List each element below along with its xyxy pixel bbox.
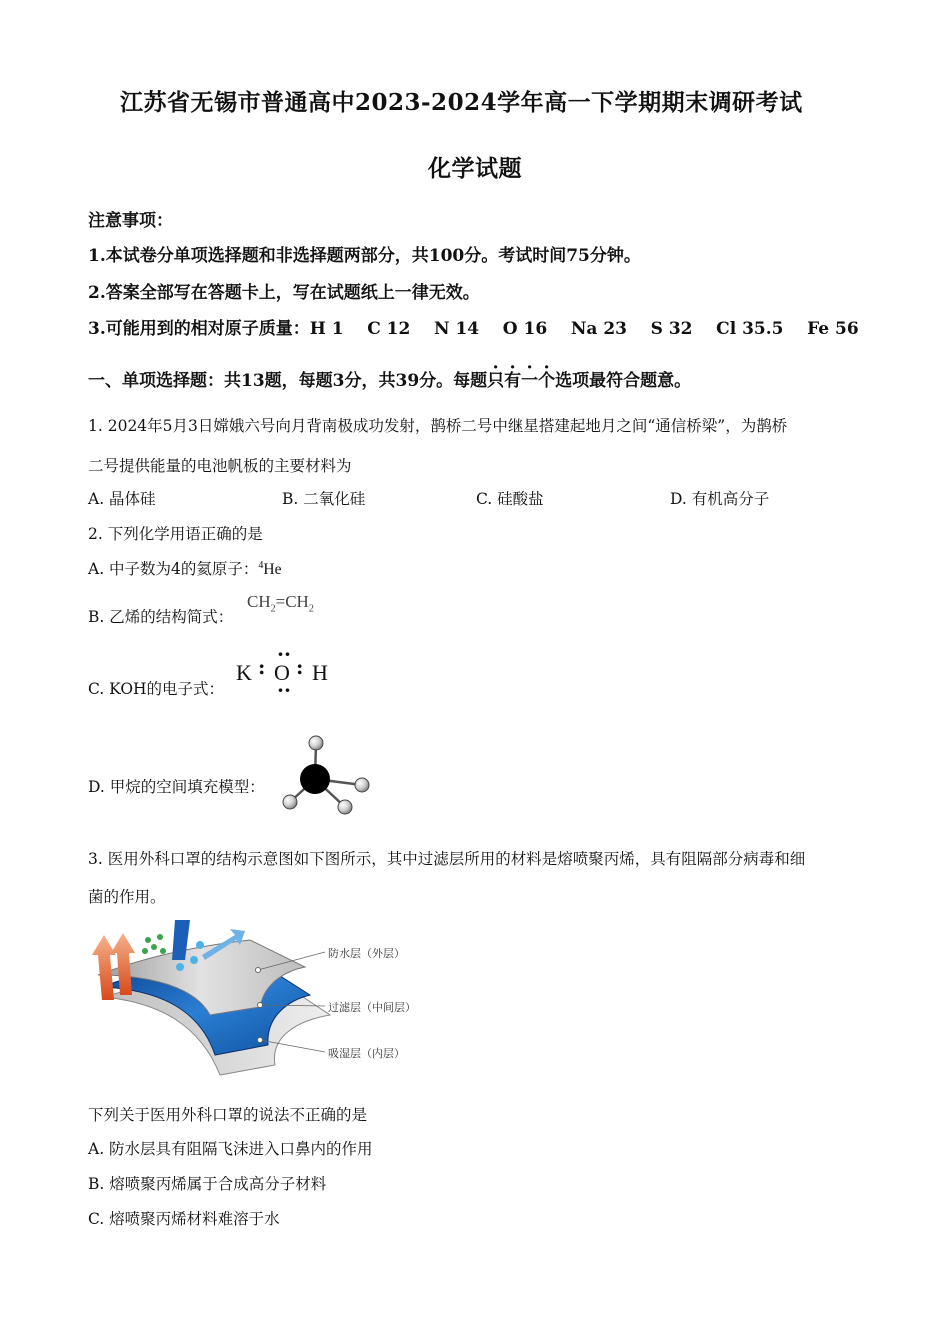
- emph-char-2: 有: [504, 371, 522, 391]
- label-filter-layer: 过滤层（中间层）: [328, 1001, 416, 1014]
- q2-option-a: [88, 557, 282, 579]
- q3-option-c: C. 熔喷聚丙烯材料难溶于水: [88, 1210, 280, 1228]
- q3-stem-line2: 菌的作用。: [88, 888, 166, 906]
- notes-heading: 注意事项：: [88, 211, 173, 231]
- leader-dot-inner: [258, 1038, 263, 1043]
- carbon-atom: [300, 764, 330, 794]
- q1-stem-line1: 1. 2024年5月3日嫦娥六号向月背南极成功发射，鹊桥二号中继星搭建起地月之间“通信桥梁”，为鹊桥: [88, 417, 788, 435]
- emph-char-1: 只: [487, 371, 505, 391]
- q2-formula-sub-2: 2: [308, 603, 314, 615]
- q2-option-d: [88, 775, 265, 797]
- page-subtitle: 化学试题: [428, 155, 522, 182]
- koh-h: H: [312, 660, 328, 685]
- koh-k: K: [236, 660, 252, 685]
- particle: [157, 934, 163, 940]
- note-item-1: 1.本试卷分单项选择题和非选择题两部分，共100分。考试时间75分钟。: [88, 246, 641, 266]
- section-heading: [88, 366, 691, 391]
- q1-option-a: A. 晶体硅: [88, 490, 156, 508]
- q2-option-d-text: D. 甲烷的空间填充模型：: [88, 778, 265, 796]
- heat-arrow-1: [92, 935, 116, 1000]
- leader-dot-filter: [258, 1003, 263, 1008]
- q1-option-d: D. 有机高分子: [670, 490, 770, 508]
- methane-model: [270, 730, 380, 825]
- q2-option-b-text: B. 乙烯的结构简式：: [88, 608, 234, 626]
- section-heading-pre: 一、单项选择题：共13题，每题3分，共39分。每题: [88, 371, 488, 391]
- q2-option-a-text: A. 中子数为4的氦原子：: [88, 560, 259, 578]
- particle: [142, 948, 148, 954]
- q2-formula-ch-1: CH: [247, 592, 271, 611]
- droplet: [196, 941, 204, 949]
- hydrogen-atom-top: [309, 736, 323, 750]
- q2-formula-sub-1: 2: [270, 603, 276, 615]
- q2-option-a-symbol: He: [263, 561, 282, 578]
- q2-option-c-text: C. KOH的电子式：: [88, 680, 225, 698]
- q3-question: 下列关于医用外科口罩的说法不正确的是: [88, 1106, 368, 1124]
- section-heading-post: 选项最符合题意。: [555, 371, 692, 391]
- leader-dot-outer: [256, 968, 261, 973]
- q2-formula-eq: =CH: [275, 592, 309, 611]
- hydrogen-atom-bottom-right: [338, 800, 352, 814]
- emph-char-4: 个: [538, 371, 556, 391]
- q1-option-b: B. 二氧化硅: [282, 490, 366, 508]
- q2-stem: 2. 下列化学用语正确的是: [88, 525, 263, 543]
- q3-option-a: A. 防水层具有阻隔飞沫进入口鼻内的作用: [88, 1140, 373, 1158]
- particle: [160, 948, 166, 954]
- q2-option-b: [88, 605, 233, 627]
- q2-option-c: [88, 677, 224, 699]
- page-title: 江苏省无锡市普通高中2023-2024学年高一下学期期末调研考试: [120, 89, 803, 116]
- hydrogen-atom-left: [283, 795, 297, 809]
- q1-stem-line2: 二号提供能量的电池帆板的主要材料为: [88, 457, 352, 475]
- koh-colon-2: :: [296, 655, 304, 679]
- koh-o: O: [274, 660, 290, 685]
- droplet: [176, 963, 184, 971]
- q1-option-c: C. 硅酸盐: [476, 490, 544, 508]
- particle: [145, 937, 151, 943]
- koh-colon-1: :: [258, 655, 266, 679]
- droplet: [190, 956, 198, 964]
- hydrogen-atom-right: [355, 778, 369, 792]
- q3-option-b: B. 熔喷聚丙烯属于合成高分子材料: [88, 1175, 327, 1193]
- q3-stem-line1: 3. 医用外科口罩的结构示意图如下图所示，其中过滤层所用的材料是熔喷聚丙烯，具有阻隔部分病毒和细: [88, 850, 806, 868]
- particle: [151, 944, 157, 950]
- koh-dots-bottom: ··: [277, 678, 291, 702]
- emph-char-3: 一: [521, 371, 539, 391]
- note-item-2: 2.答案全部写在答题卡上，写在试题纸上一律无效。: [88, 283, 480, 303]
- note-item-3: 3.可能用到的相对原子质量：H 1 C 12 N 14 O 16 Na 23 S 32 Cl 35.5 Fe 56: [88, 319, 859, 339]
- label-outer-layer: 防水层（外层）: [328, 947, 405, 960]
- koh-electron-formula: [236, 642, 336, 702]
- label-inner-layer: 吸湿层（内层）: [328, 1047, 405, 1060]
- koh-dots-top: ··: [277, 642, 291, 666]
- q2-option-b-formula: [247, 592, 314, 614]
- q2-option-a-mass-number: 4: [258, 559, 264, 571]
